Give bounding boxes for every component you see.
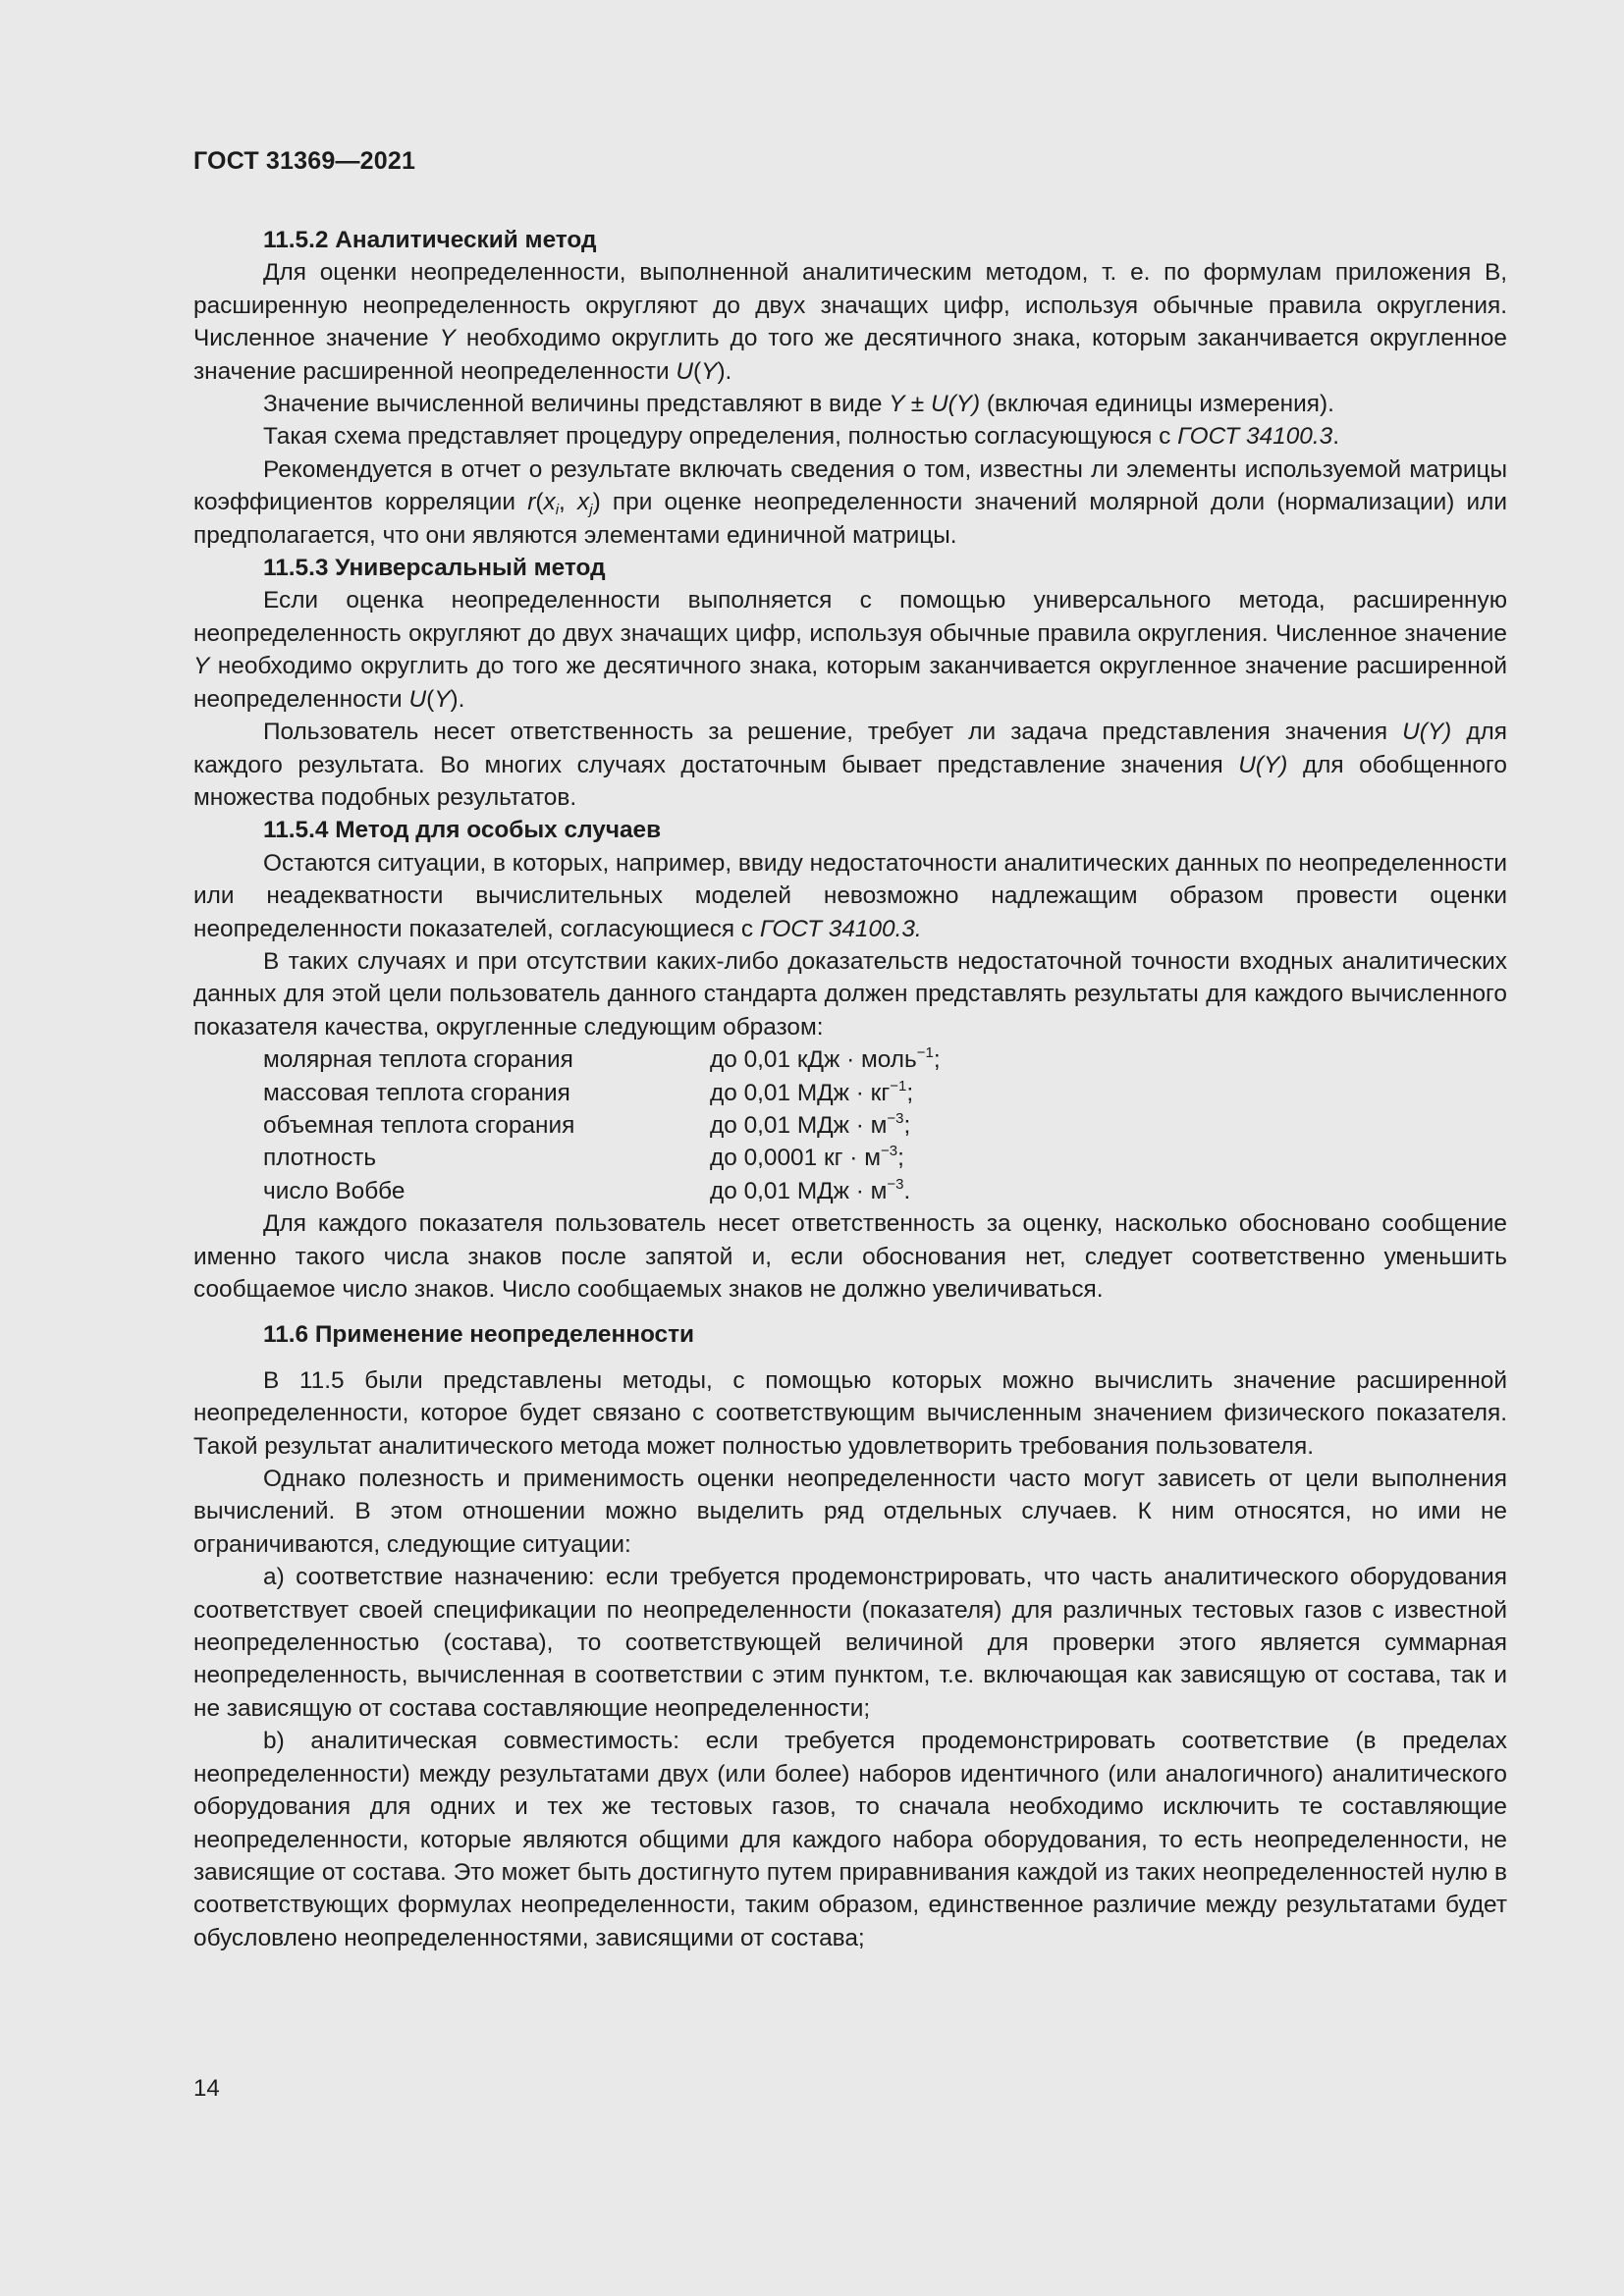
list-item-b: b) аналитическая совместимость: если требуется продемонстрировать соответствие (в пределах неопределенности) между результатами двух (или более) наборов идентичного (или аналогичного) аналитического оборудования для одних и тех же тестовых газов, то сначала необходимо исключить те составляющие неопределенности, которые являются общими для каждого набора оборудования, то есть неопределенности, не зависящие от состава. Это может быть достигнуто путем приравнивания каждой из таких неопределенностей нулю в соответствующих формулах неопределенности, таким образом, единственное различие между результатами будет обусловлено неопределенностями, зависящими от состава; [193,1728,1507,1951]
paragraph: Однако полезность и применимость оценки неопределенности часто могут зависеть от цели выполнения вычислений. В этом отношении можно выделить ряд отдельных случаев. К ним относятся, но ими не ограничиваются, следующие ситуации: [193,1466,1507,1558]
paragraph: Если оценка неопределенности выполняется с помощью универсального метода, расширенную неопределенность округляют до двух значащих цифр, используя обычные правила округления. Численное значение Y необходимо округлить до того же десятичного знака, которым заканчивается округленное значение расширенной неопределенности U(Y). [193,587,1507,713]
rounding-list [193,1043,1507,1207]
document-header: ГОСТ 31369—2021 [193,147,416,175]
document-body [193,224,1507,1954]
paragraph: Рекомендуется в отчет о результате включать сведения о том, известны ли элементы используемой матрицы коэффициентов корреляции $r(x_i$, $x_j$) при оценке неопределенности значений молярной доли (нормализации) или предполагается, что они являются элементами единичной матрицы. [193,455,1508,549]
section-heading-11-5-3: 11.5.3 Универсальный метод [263,555,606,582]
section-heading-11-5-2: 11.5.2 Аналитический метод [263,227,597,253]
list-item-a: а) соответствие назначению: если требуется продемонстрировать, что часть аналитического оборудования соответствует своей спецификации по неопределенности (показателя) для различных тестовых газов с известной неопределенностью (состава), то соответствующей величиной для проверки этого является суммарная неопределенность, вычисленная в соответствии с этим пунктом, т.е. включающая как зависящую от состава, так и не зависящую от состава составляющие неопределенности; [193,1564,1507,1722]
list-item: молярная теплота сгорания до 0,01 кДж · моль$^{-1}$; [263,1044,941,1074]
list-item: число Воббе до 0,01 МДж · $м^{-3}$. [263,1175,911,1204]
page-number: 14 [193,2075,220,2102]
list-item: плотность до 0,0001 кг · $м^{-3}$; [263,1143,904,1172]
paragraph: Для оценки неопределенности, выполненной аналитическим методом, т. е. по формулам приложения В, расширенную неопределенность округляют до двух значащих цифр, используя обычные правила округления. Численное значение Y необходимо округлить до того же десятичного знака, которым заканчивается округленное значение расширенной неопределенности U(Y). [193,259,1507,385]
list-item: массовая теплота сгорания до 0,01 МДж · $кг^{-1}$; [263,1077,914,1106]
section-heading-11-5-4: 11.5.4 Метод для особых случаев [263,817,662,844]
paragraph: В 11.5 были представлены методы, с помощью которых можно вычислить значение расширенной неопределенности, которое будет связано с соответствующим вычисленным значением физического показателя. Такой результат аналитического метода может полностью удовлетворить требования пользователя. [193,1366,1507,1460]
paragraph: Для каждого показателя пользователь несет ответственность за оценку, насколько обосновано сообщение именно такого числа знаков после запятой и, если обоснования нет, следует соответственно уменьшить сообщаемое число знаков. Число сообщаемых знаков не должно увеличиваться. [193,1210,1507,1303]
paragraph: Значение вычисленной величины представляют в виде Y ± U(Y) (включая единицы измерения). [263,391,1334,418]
section-heading-11-6: 11.6 Применение неопределенности [263,1321,695,1349]
paragraph: Остаются ситуации, в которых, например, ввиду недостаточности аналитических данных по неопределенности или неадекватности вычислительных моделей невозможно надлежащим образом провести оценки неопределенности показателей, согласующиеся с ГОСТ 34100.3. [193,849,1507,942]
paragraph: Пользователь несет ответственность за решение, требует ли задача представления значения U(Y) для каждого результата. Во многих случаях достаточным бывает представление значения U(Y) для обобщенного множества подобных результатов. [193,719,1507,811]
paragraph: Такая схема представляет процедуру определения, полностью согласующуюся с ГОСТ 34100.3. [263,423,1339,451]
list-item: объемная теплота сгорания до 0,01 МДж · $м^{-3}$; [263,1109,911,1139]
paragraph: В таких случаях и при отсутствии каких-либо доказательств недостаточной точности входных аналитических данных для этой цели пользователь данного стандарта должен представлять результаты для каждого вычисленного показателя качества, округленные следующим образом: [193,947,1507,1041]
